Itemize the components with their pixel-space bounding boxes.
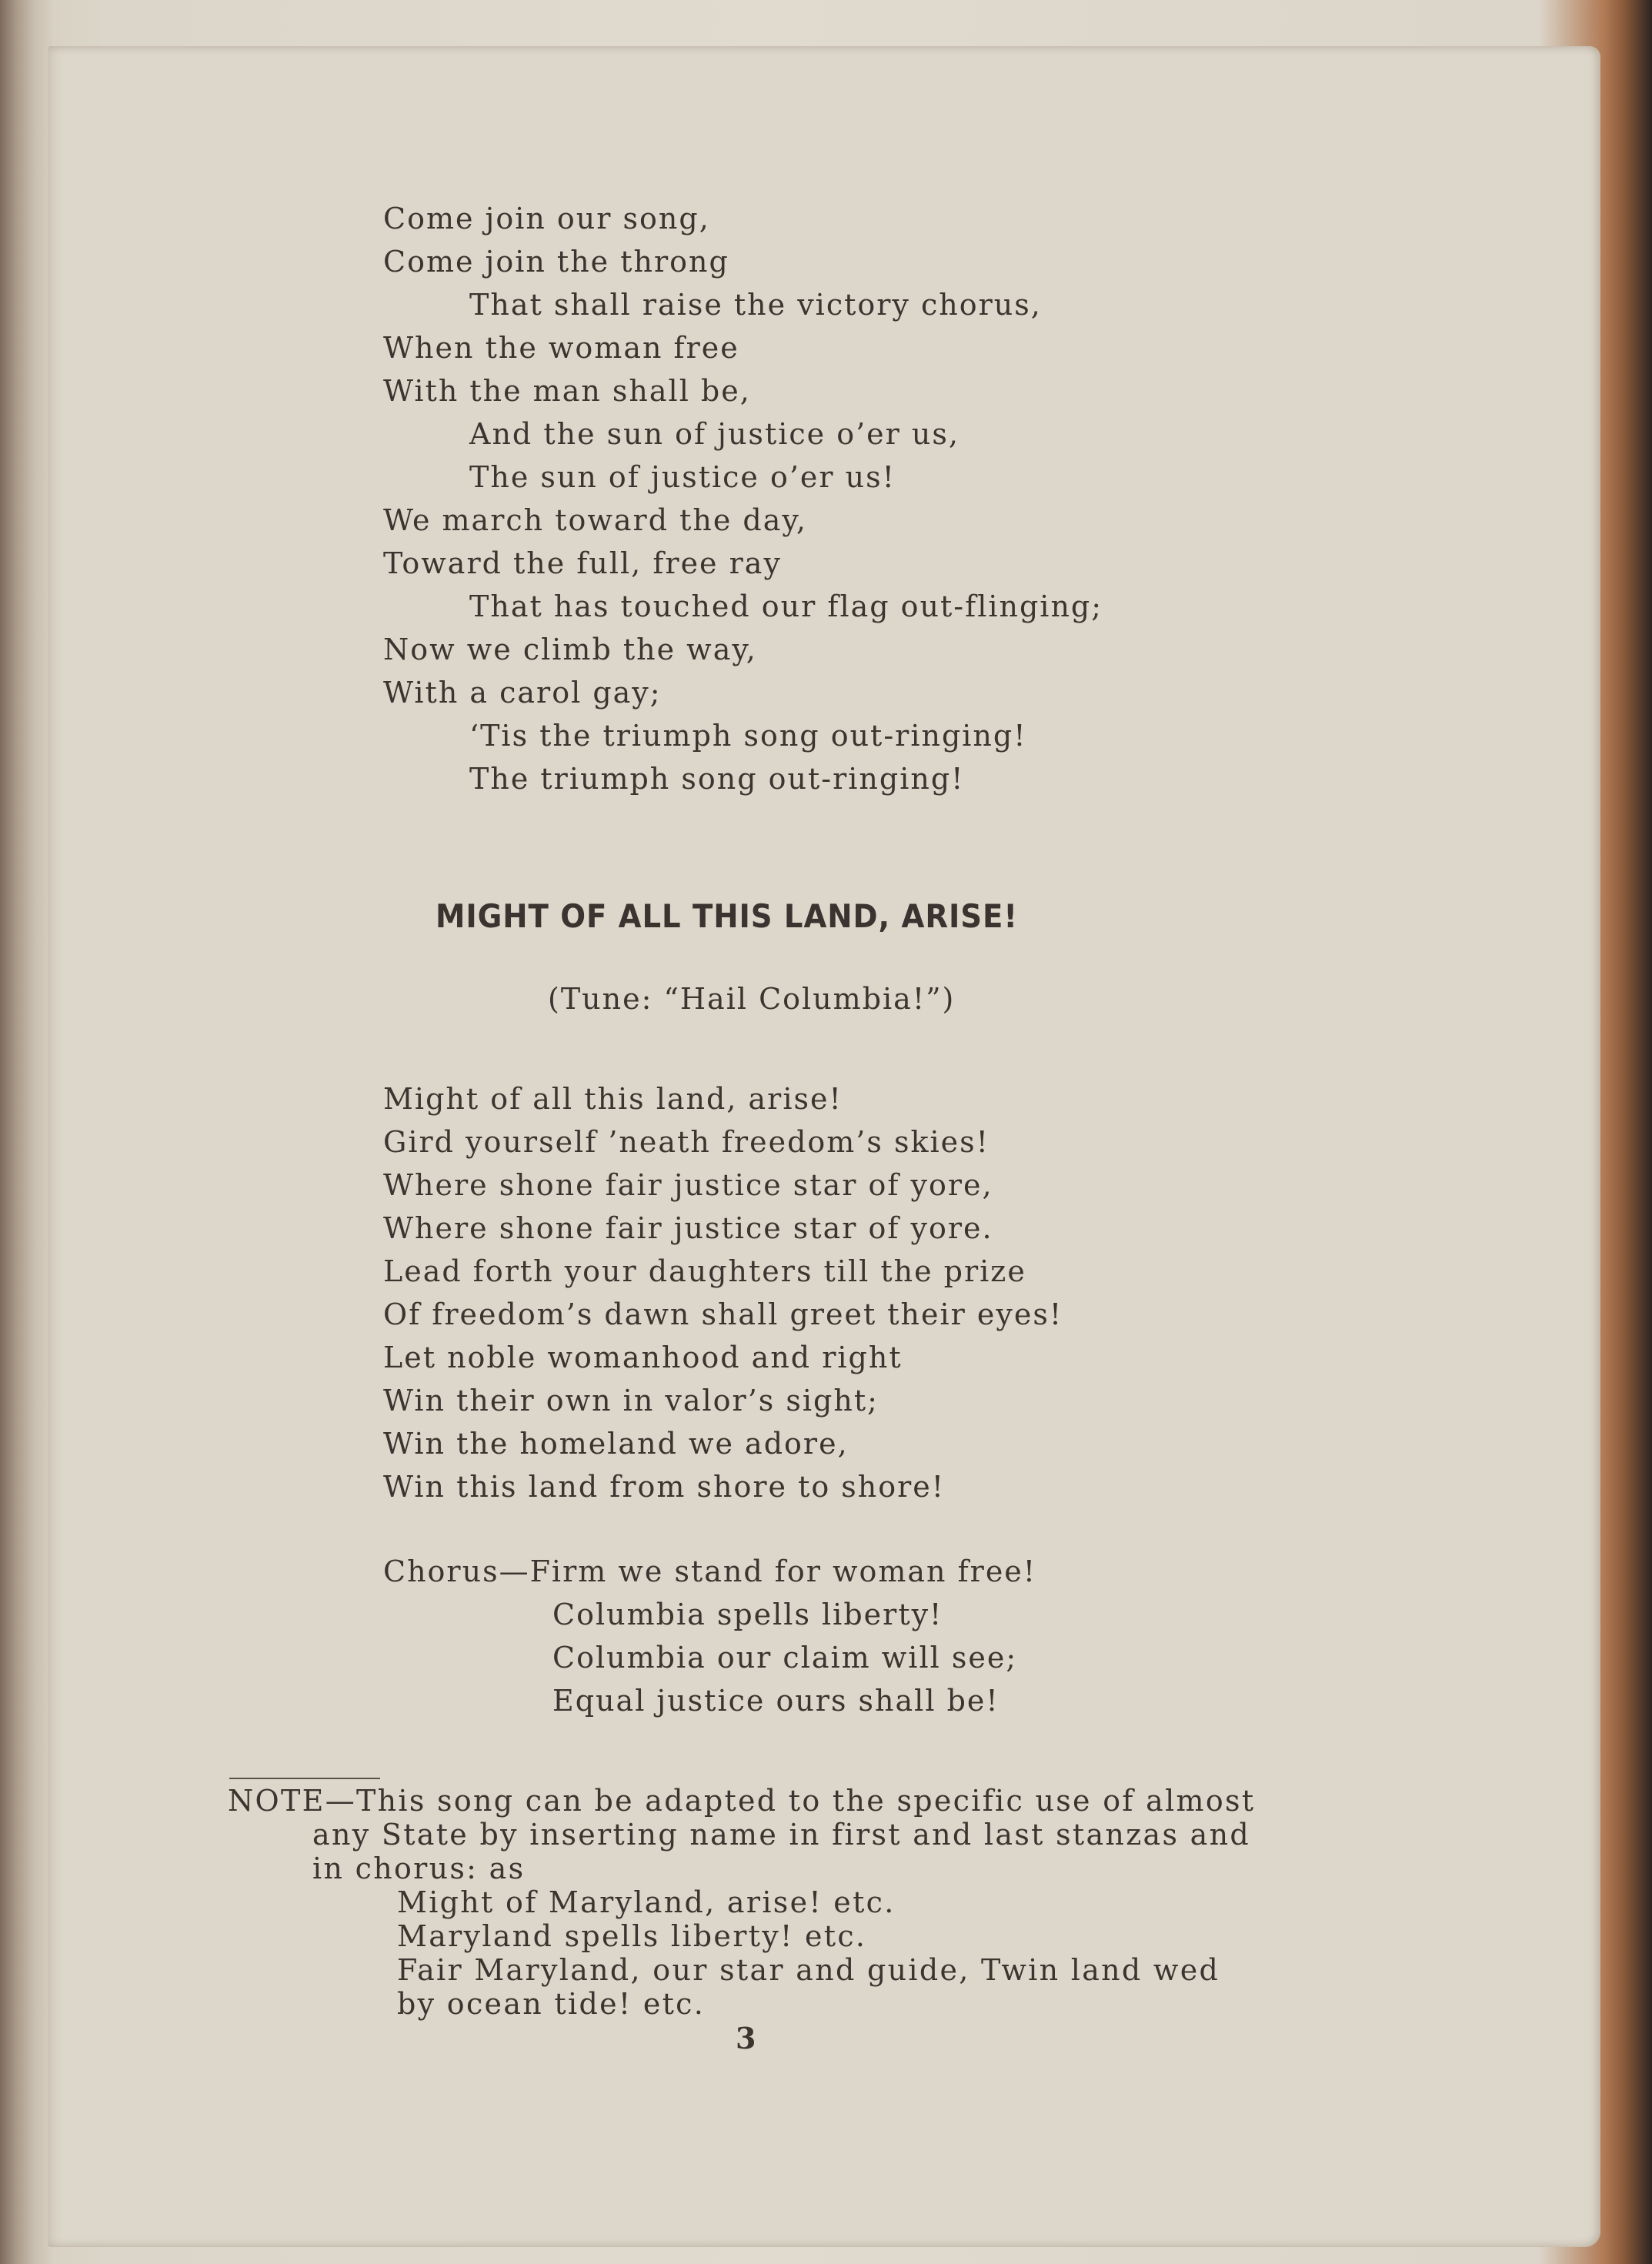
verse-line: We march toward the day, — [383, 503, 807, 537]
page-number: 3 — [736, 2021, 758, 2055]
chorus-line: Chorus—Firm we stand for woman free! — [383, 1554, 1037, 1588]
chorus-line: Columbia spells liberty! — [552, 1598, 943, 1631]
verse-line: When the woman free — [383, 331, 739, 365]
verse-line: Where shone fair justice star of yore. — [383, 1211, 993, 1245]
verse-line: Lead forth your daughters till the prize — [383, 1254, 1026, 1288]
verse-line: With the man shall be, — [383, 374, 751, 408]
verse-line: Gird yourself ’neath freedom’s skies! — [383, 1125, 990, 1159]
verse-line: Toward the full, free ray — [383, 546, 782, 580]
footnote-line: Fair Maryland, our star and guide, Twin land wed — [397, 1953, 1220, 1987]
verse-line: Now we climb the way, — [383, 633, 757, 666]
verse-line: Win this land from shore to shore! — [383, 1470, 946, 1504]
verse-line: Win the homeland we adore, — [383, 1427, 849, 1461]
footnote-line: in chorus: as — [312, 1852, 526, 1885]
verse-line: The triumph song out-ringing! — [469, 762, 965, 796]
footnote-line: Maryland spells liberty! etc. — [397, 1919, 867, 1953]
footnote-line: NOTE—This song can be adapted to the specific use of almost — [228, 1784, 1256, 1818]
verse-line: That shall raise the victory chorus, — [469, 288, 1042, 322]
chorus-line: Equal justice ours shall be! — [552, 1684, 1000, 1718]
verse-line: ‘Tis the triumph song out-ringing! — [469, 719, 1027, 753]
footnote-rule — [229, 1778, 380, 1779]
verse-line: Might of all this land, arise! — [383, 1082, 843, 1116]
verse-line: That has touched our flag out-flinging; — [469, 589, 1103, 623]
footnote-line: any State by inserting name in first and last stanzas and — [312, 1818, 1250, 1852]
verse-line: The sun of justice o’er us! — [469, 460, 896, 494]
verse-line: Come join the throng — [383, 245, 729, 279]
footnote-line: by ocean tide! etc. — [397, 1987, 706, 2021]
verse-line: With a carol gay; — [383, 676, 662, 710]
verse-line: Come join our song, — [383, 202, 710, 235]
verse-line: Where shone fair justice star of yore, — [383, 1168, 993, 1202]
footnote-line: Might of Maryland, arise! etc. — [397, 1885, 896, 1919]
verse-line: Let noble womanhood and right — [383, 1341, 903, 1374]
tune-line: (Tune: “Hail Columbia!”) — [548, 982, 956, 1016]
verse-line: Of freedom’s dawn shall greet their eyes! — [383, 1297, 1063, 1331]
verse-line: And the sun of justice o’er us, — [469, 417, 959, 451]
song-title: MIGHT OF ALL THIS LAND, ARISE! — [436, 897, 1018, 935]
chorus-line: Columbia our claim will see; — [552, 1641, 1018, 1675]
verse-line: Win their own in valor’s sight; — [383, 1384, 879, 1418]
